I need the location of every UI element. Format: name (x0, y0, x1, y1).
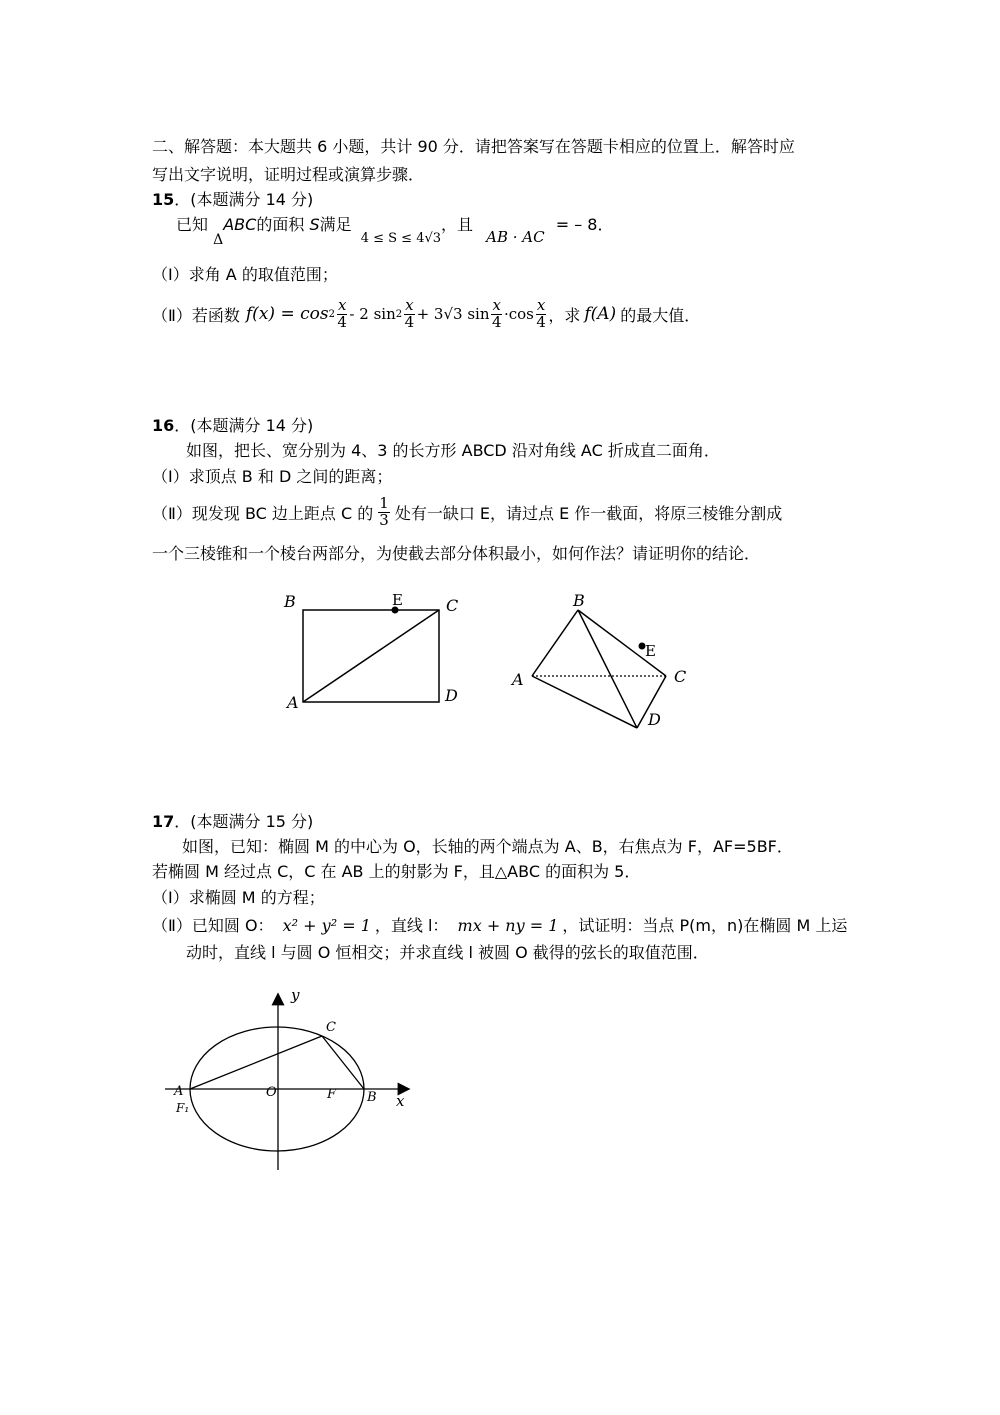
q15-stem-a: 已知 (176, 215, 209, 234)
q15-plus-sin: + 3√3 sin (416, 305, 490, 323)
q15-abc: ABC (223, 215, 257, 234)
q17-line-equation: mx + ny = 1 (457, 916, 559, 935)
q15-points: ．(本题满分 14 分) (174, 190, 314, 209)
q17-part2-c: ，试证明：当点 P(m，n)在椭圆 M 上运 (562, 916, 848, 935)
q16-points: ．(本题满分 14 分) (174, 416, 314, 435)
segment-cb (322, 1036, 364, 1089)
q16-part2-b: 处有一缺口 E，请过点 E 作一截面，将原三棱锥分割成 (394, 503, 783, 523)
edge-bd (578, 610, 637, 728)
q16-number: 16 (152, 416, 175, 435)
label-b: B (367, 1090, 377, 1105)
q17-points: ．(本题满分 15 分) (174, 812, 314, 831)
q15-number: 15 (152, 190, 175, 209)
q15-stem-b: 的面积 (256, 215, 305, 234)
q17-circle-equation: x² + y² = 1 (282, 916, 371, 935)
q17-part2-a: （Ⅱ）已知圆 O： (152, 916, 274, 935)
label-f: F (327, 1087, 337, 1102)
q15-S: S (309, 215, 320, 234)
q15-fA: f(A) (584, 304, 617, 324)
q16-rectangle-figure (270, 585, 470, 715)
label-d: D (445, 686, 458, 705)
q16-header (152, 413, 313, 436)
q15-dot-cos: ·cos (503, 305, 534, 323)
q15-stem-d: ，且 (441, 215, 474, 234)
edge-ab (532, 610, 578, 676)
q16-part1: （Ⅰ）求顶点 B 和 D 之间的距离； (152, 467, 393, 486)
q15-frac-1: $\frac{x}{4}$ (337, 295, 347, 331)
q17-header (152, 809, 313, 832)
q17-ellipse-figure (160, 985, 420, 1175)
q15-fx: f(x) = cos (245, 304, 329, 324)
q15-equals: = – 8． (555, 215, 614, 234)
q17-part2-cont: 动时，直线 l 与圆 O 恒相交；并求直线 l 被圆 O 截得的弦长的取值范围． (186, 943, 709, 962)
q17-part2 (152, 913, 847, 936)
label-e: E (392, 591, 403, 609)
label-d: D (648, 710, 661, 729)
q15-part2-a: （Ⅱ）若函数 (152, 305, 240, 325)
q15-header (152, 187, 313, 210)
label-b: B (573, 591, 585, 610)
label-f1: F₁ (176, 1101, 190, 1115)
q16-stem: 如图，把长、宽分别为 4、3 的长方形 ABCD 沿对角线 AC 折成直二面角． (186, 441, 720, 460)
edge-ad (532, 676, 637, 728)
q16-part2-a: （Ⅱ）现发现 BC 边上距点 C 的 (152, 503, 374, 523)
q17-number: 17 (152, 812, 175, 831)
label-c: C (446, 596, 459, 615)
label-b: B (284, 592, 296, 611)
q16-part2 (152, 490, 782, 534)
label-y: y (291, 986, 300, 1004)
q17-stem-1: 如图，已知：椭圆 M 的中心为 O，长轴的两个端点为 A、B，右焦点为 F，AF=5BF． (182, 837, 793, 856)
q15-frac-4: $\frac{x}{4}$ (536, 295, 546, 331)
q15-vector-product: AB · AC (486, 228, 545, 246)
q15-part2: （Ⅱ）若函数 f(x) = cos 2 $\frac{x}{4}$ - 2 sin 2 $\frac{x}{4}$ + 3√3 sin $\frac{x}{4}$ ·cos $\frac{x}{4}$ ，求 f(A) 的最大值． (152, 295, 701, 331)
q15-frac-3: $\frac{x}{4}$ (491, 295, 502, 331)
label-o: O (266, 1085, 277, 1100)
label-a: A (512, 670, 524, 689)
intro-line-1: 二、解答题：本大题共 6 小题，共计 90 分．请把答案写在答题卡相应的位置上．解答时应 (152, 137, 795, 156)
q17-part1: （Ⅰ）求椭圆 M 的方程； (152, 888, 325, 907)
q16-part2-cont: 一个三棱锥和一个棱台两部分，为使截去部分体积最小，如何作法？请证明你的结论． (152, 544, 761, 563)
label-e: E (645, 642, 656, 660)
q15-frac-2: $\frac{x}{4}$ (404, 295, 415, 331)
q15-minus-sin: - 2 sin (349, 305, 396, 323)
q15-part2-b: ，求 (548, 305, 581, 325)
label-x: x (396, 1092, 405, 1110)
q15-part1: （Ⅰ）求角 A 的取值范围； (152, 265, 338, 284)
q16-tetrahedron-figure (505, 588, 705, 738)
label-c: C (326, 1020, 336, 1035)
diagonal-ac (303, 610, 439, 702)
label-a: A (174, 1084, 184, 1099)
segment-ac (190, 1036, 322, 1089)
q17-part2-b: ，直线 l： (374, 916, 449, 935)
q15-part2-c: 的最大值． (620, 305, 701, 325)
label-c: C (674, 667, 687, 686)
q17-stem-2: 若椭圆 M 经过点 C，C 在 AB 上的射影为 F，且△ABC 的面积为 5． (152, 862, 641, 881)
q15-stem-c: 满足 (319, 215, 352, 234)
q16-frac: $\frac{1}{3}$ (379, 493, 389, 529)
q15-inequality: 4 ≤ S ≤ 4√3 (360, 231, 442, 246)
q15-stem (176, 212, 613, 246)
label-a: A (287, 693, 299, 712)
intro-line-2: 写出文字说明，证明过程或演算步骤． (152, 165, 425, 184)
q15-delta: Δ (213, 232, 224, 248)
